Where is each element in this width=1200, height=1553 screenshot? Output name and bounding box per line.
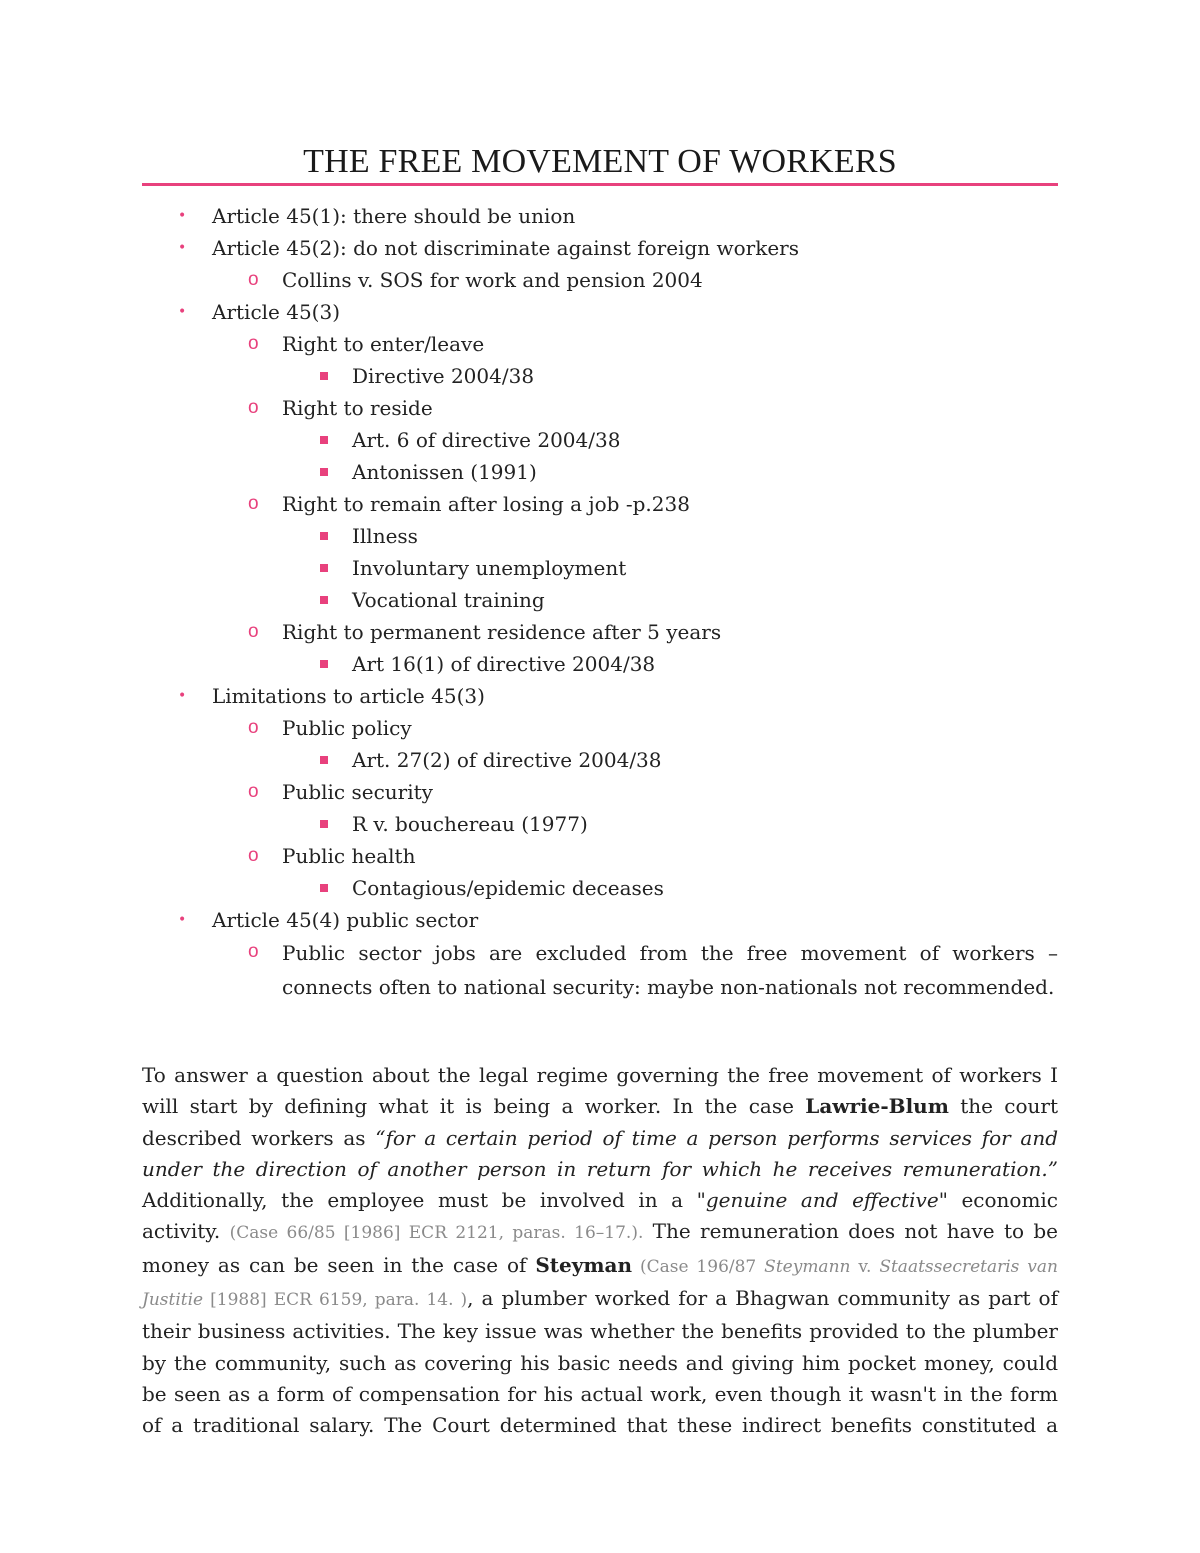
outline-item-text: Public policy [282, 716, 412, 740]
bullet-circle-icon: o [248, 333, 259, 354]
bullet-square-icon [320, 372, 328, 380]
bullet-circle-icon: o [248, 269, 259, 290]
bullet-square-icon [320, 596, 328, 604]
outline-item-level-3 [142, 808, 1058, 840]
citation-party: Steymann [764, 1256, 851, 1277]
outline-item-level-1 [142, 680, 1058, 712]
outline-item-text: Art. 27(2) of directive 2004/38 [352, 748, 662, 772]
citation-part: (Case 196/87 [632, 1256, 765, 1277]
outline-item-level-3 [142, 552, 1058, 584]
paragraph-text: The remuneration does not have to be money as can be seen in the case of [142, 1219, 1058, 1277]
worker-definition-quote: “for a certain period of time a person performs services for and under the direction of another person in return for which he receives remuneration.” [142, 1125, 1059, 1181]
outline-item-text: Illness [352, 524, 418, 548]
outline-item-level-3 [142, 456, 1058, 488]
outline-item-text: Art. 6 of directive 2004/38 [352, 428, 621, 452]
paragraph-text: the court described workers as [142, 1094, 1059, 1150]
outline-item-text: Limitations to article 45(3) [212, 684, 485, 708]
outline-item-text: Contagious/epidemic deceases [352, 876, 664, 900]
bullet-square-icon [320, 436, 328, 444]
bullet-square-icon [320, 820, 328, 828]
outline-item-text: Article 45(3) [212, 300, 341, 324]
citation-lawrie-blum: (Case 66/85 [1986] ECR 2121, paras. 16–17.). [229, 1223, 644, 1244]
outline-item-text: Antonissen (1991) [352, 460, 537, 484]
outline-item-level-2 [142, 264, 1058, 296]
outline-item-level-2 [142, 840, 1058, 872]
citation-party: Staatssecretaris van Justitie [142, 1256, 1058, 1311]
outline-item-text: Public health [282, 844, 416, 868]
outline-item-level-2 [142, 392, 1058, 424]
bullet-circle-icon: o [248, 781, 259, 802]
outline-item-text: Right to permanent residence after 5 years [282, 620, 722, 644]
outline-item-level-3 [142, 424, 1058, 456]
outline-item-level-3 [142, 360, 1058, 392]
title-underline [142, 183, 1058, 186]
paragraph-text: To answer a question about the legal regime governing the free movement of workers I will start by defining what it is being a worker. In the case [142, 1063, 1058, 1119]
bullet-dot-icon: • [178, 304, 187, 320]
case-name-lawrie-blum: Lawrie-Blum [805, 1094, 949, 1119]
bullet-circle-icon: o [248, 845, 259, 866]
bullet-square-icon [320, 532, 328, 540]
bullet-dot-icon: • [178, 240, 187, 256]
outline-item-level-1 [142, 904, 1058, 936]
page-title: THE FREE MOVEMENT OF WORKERS [303, 143, 897, 180]
outline-item-level-3 [142, 648, 1058, 680]
outline-item-level-2 [142, 488, 1058, 520]
outline-item-level-2 [142, 712, 1058, 744]
citation-part: v. [850, 1256, 880, 1277]
outline-item-text: Vocational training [352, 588, 545, 612]
outline-item-level-3 [142, 872, 1058, 904]
bullet-square-icon [320, 884, 328, 892]
outline-list [142, 200, 1058, 1004]
outline-item-text: Directive 2004/38 [352, 364, 535, 388]
outline-item-level-1 [142, 200, 1058, 232]
outline-item-text: Right to remain after losing a job -p.238 [282, 492, 690, 516]
paragraph-text: Additionally, the employee must be involved in a " [142, 1188, 706, 1213]
outline-item-text: Article 45(1): there should be union [212, 204, 576, 228]
bullet-dot-icon: • [178, 912, 187, 928]
bullet-circle-icon: o [248, 717, 259, 738]
outline-item-level-2 [142, 328, 1058, 360]
outline-item-text: Art 16(1) of directive 2004/38 [352, 652, 656, 676]
outline-item-text: Right to enter/leave [282, 332, 485, 356]
outline-item-level-2 [142, 936, 1058, 1004]
outline-item-text: Article 45(2): do not discriminate against foreign workers [212, 236, 800, 260]
case-name-steyman: Steyman [535, 1252, 633, 1277]
paragraph-text: " economic activity. [142, 1188, 1059, 1244]
bullet-circle-icon: o [248, 621, 259, 642]
outline-item-level-3 [142, 520, 1058, 552]
outline-item-text: Collins v. SOS for work and pension 2004 [282, 268, 703, 292]
outline-item-level-3 [142, 744, 1058, 776]
outline-item-text: Involuntary unemployment [352, 556, 627, 580]
outline-item-text: Public sector jobs are excluded from the free movement of workers – connects often to national security: maybe non-nationals not recommended. [282, 941, 1058, 999]
bullet-dot-icon: • [178, 208, 187, 224]
outline-item-text: Article 45(4) public sector [212, 908, 479, 932]
bullet-square-icon [320, 564, 328, 572]
bullet-circle-icon: o [248, 941, 259, 962]
bullet-dot-icon: • [178, 688, 187, 704]
outline-item-level-2 [142, 616, 1058, 648]
outline-item-level-1 [142, 232, 1058, 264]
bullet-square-icon [320, 468, 328, 476]
bullet-square-icon [320, 756, 328, 764]
bullet-circle-icon: o [248, 397, 259, 418]
outline-item-text: R v. bouchereau (1977) [352, 812, 588, 836]
outline-item-text: Public security [282, 780, 433, 804]
outline-item-level-2 [142, 776, 1058, 808]
citation-part: [1988] ECR 6159, para. 14. ) [203, 1290, 468, 1311]
paragraph-text: , a plumber worked for a Bhagwan community as part of their business activities. The key issue was whether the benefits provided to the plumber by the community, such as covering his basic needs and giving him pocket money, could be seen as a form of compensation for his actual work, even though it wasn't in the form of a traditional salary. The Court determined that these indirect benefits constituted a [142, 1286, 1059, 1438]
outline-item-level-3 [142, 584, 1058, 616]
genuine-effective-phrase: genuine and effective [705, 1188, 939, 1213]
body-paragraph [142, 1060, 1058, 1442]
bullet-circle-icon: o [248, 493, 259, 514]
outline-item-level-1 [142, 296, 1058, 328]
bullet-square-icon [320, 660, 328, 668]
outline-item-text: Right to reside [282, 396, 433, 420]
